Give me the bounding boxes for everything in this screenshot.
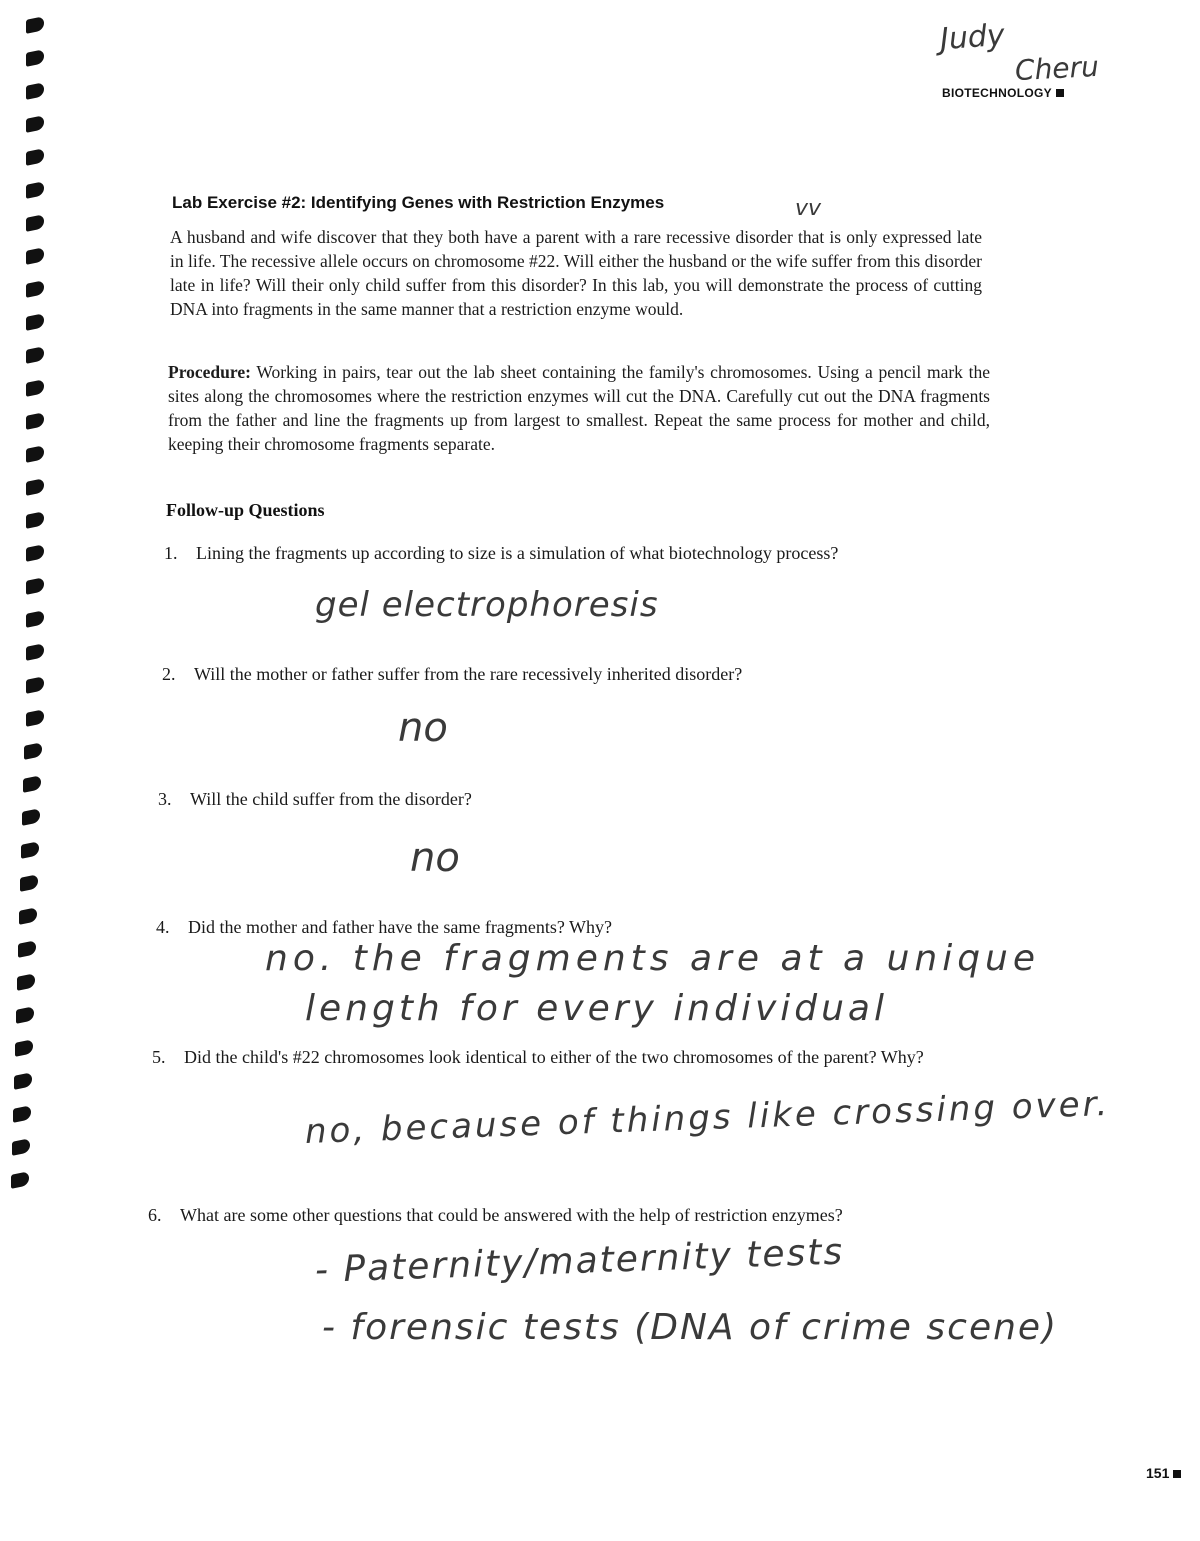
binding-hole [26, 148, 44, 166]
binding-hole [26, 412, 44, 430]
binding-hole [26, 511, 44, 529]
question-6 [148, 1200, 1048, 1230]
binding-hole [11, 1171, 29, 1189]
question-text: Lining the fragments up according to size is a simulation of what biotechnology process? [196, 543, 839, 563]
procedure-text: Working in pairs, tear out the lab sheet containing the family's chromosomes. Using a pencil mark the sites along the chromosomes where the restriction enzymes will cut the DNA. Carefully cut out the DNA fragments from the father and line the fragments up from largest to smallest. Repeat the same process for mother and child, keeping their chromosome fragments separate. [168, 362, 991, 454]
binding-hole [15, 1039, 33, 1057]
square-bullet-icon [1173, 1470, 1181, 1478]
binding-hole [14, 1072, 32, 1090]
binding-hole [26, 709, 44, 727]
question-text: Did the mother and father have the same fragments? Why? [188, 917, 613, 937]
answer-4-line-2: length for every individual [305, 988, 888, 1029]
binding-hole [12, 1138, 30, 1156]
binding-hole [23, 775, 41, 793]
answer-6-line-2: - forensic tests (DNA of crime scene) [322, 1307, 1059, 1348]
grader-mark: vv [795, 196, 822, 221]
procedure-paragraph [168, 360, 990, 456]
binding-hole [26, 346, 44, 364]
binding-hole [21, 841, 39, 859]
question-number: 6. [148, 1205, 162, 1225]
binding-hole [26, 313, 44, 331]
spiral-binding [4, 10, 44, 1200]
page-number [1146, 1465, 1181, 1481]
binding-hole [19, 907, 37, 925]
followup-heading: Follow-up Questions [166, 500, 325, 520]
binding-hole [26, 214, 44, 232]
binding-hole [26, 247, 44, 265]
question-number: 1. [164, 543, 178, 563]
binding-hole [26, 49, 44, 67]
binding-hole [26, 280, 44, 298]
answer-2: no [398, 705, 448, 751]
binding-hole [26, 478, 44, 496]
question-text: Did the child's #22 chromosomes look identical to either of the two chromosomes of the parent? Why? [184, 1047, 924, 1067]
question-1 [164, 538, 1004, 568]
square-bullet-icon [1056, 89, 1064, 97]
binding-hole [24, 742, 42, 760]
binding-hole [26, 676, 44, 694]
question-2 [162, 659, 1002, 689]
binding-hole [26, 577, 44, 595]
question-text: What are some other questions that could be answered with the help of restriction enzymes? [180, 1205, 843, 1225]
binding-hole [22, 808, 40, 826]
binding-hole [26, 181, 44, 199]
binding-hole [26, 379, 44, 397]
binding-hole [20, 874, 38, 892]
answer-3: no [410, 835, 460, 881]
procedure-label: Procedure: [168, 362, 251, 382]
question-number: 2. [162, 664, 176, 684]
intro-paragraph: A husband and wife discover that they both have a parent with a rare recessive disorder that is only expressed late in life. The recessive allele occurs on chromosome #22. Will either the husband or the wife suffer from this disorder late in life? Will their only child suffer from this disorder? In this lab, you will demonstrate the process of cutting DNA into fragments in the same manner that a restriction enzyme would. [170, 227, 982, 319]
section-header [942, 86, 1064, 100]
binding-hole [16, 1006, 34, 1024]
question-number: 4. [156, 917, 170, 937]
binding-hole [26, 610, 44, 628]
answer-6-line-1: - Paternity/maternity tests [314, 1231, 845, 1291]
binding-hole [26, 445, 44, 463]
question-5 [152, 1042, 1032, 1072]
answer-5: no, because of things like crossing over. [304, 1083, 1111, 1152]
question-number: 3. [158, 789, 172, 809]
binding-hole [17, 973, 35, 991]
binding-hole [26, 115, 44, 133]
binding-hole [26, 82, 44, 100]
binding-hole [26, 16, 44, 34]
question-text: Will the mother or father suffer from the rare recessively inherited disorder? [194, 664, 743, 684]
binding-hole [13, 1105, 31, 1123]
section-label: BIOTECHNOLOGY [942, 86, 1052, 100]
lab-title: Lab Exercise #2: Identifying Genes with Restriction Enzymes [172, 193, 665, 212]
signature-last-name: Cheru [1014, 49, 1100, 88]
answer-4-line-1: no. the fragments are at a unique [265, 938, 1041, 979]
page-number-text: 151 [1146, 1465, 1170, 1481]
binding-hole [26, 643, 44, 661]
signature-first-name: Judy [938, 17, 1006, 58]
answer-1: gel electrophoresis [315, 585, 659, 625]
binding-hole [18, 940, 36, 958]
question-text: Will the child suffer from the disorder? [190, 789, 472, 809]
binding-hole [26, 544, 44, 562]
question-number: 5. [152, 1047, 166, 1067]
question-3 [158, 784, 998, 814]
